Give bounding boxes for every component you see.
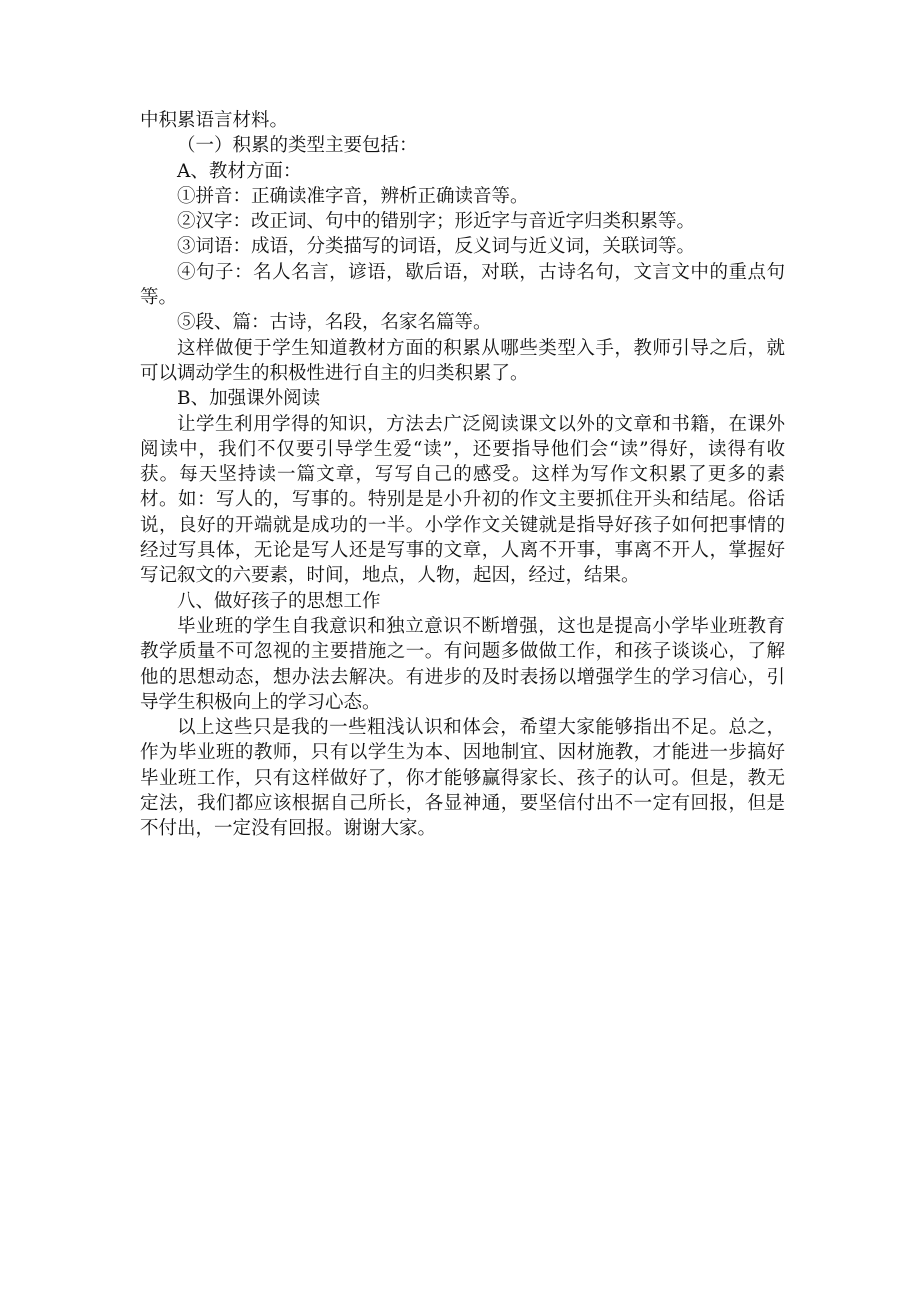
- subheading-extracurricular-reading: B、加强课外阅读: [177, 388, 321, 410]
- subheading-textbook: A、教材方面：: [177, 160, 302, 182]
- list-item-passages: ⑤段、篇：古诗，名段，名家名篇等。: [177, 312, 492, 334]
- list-item-sentences: ④句子：名人名言，谚语，歇后语，对联，古诗名句，文言文中的重点句等。: [140, 261, 785, 309]
- paragraph-extracurricular-reading: 让学生利用学得的知识，方法去广泛阅读课文以外的文章和书籍，在课外阅读中，我们不仅要引导学生爱“读”，还要指导他们会“读”得好，读得有收获。每天坚持读一篇文章，写写自己的感受。这样为写作文积累了更多的素材。如：写人的，写事的。特别是是小升初的作文主要抓住开头和结尾。俗话说，良好的开端就是成功的一半。小学作文关键就是指导好孩子如何把事情的经过写具体，无论是写人还是写事的文章，人离不开事，事离不开人，掌握好写记叙文的六要素，时间，地点，人物，起因，经过，结果。: [140, 413, 785, 587]
- section-heading-accumulation-types: （一）积累的类型主要包括：: [177, 135, 418, 157]
- document-body: [140, 108, 785, 842]
- list-item-pinyin: ①拼音：正确读准字音，辨析正确读音等。: [177, 185, 529, 207]
- paragraph-continuation: 中积累语言材料。: [140, 110, 289, 131]
- paragraph-conclusion: 以上这些只是我的一些粗浅认识和体会，希望大家能够指出不足。总之，作为毕业班的教师，只有以学生为本、因地制宜、因材施教，才能进一步搞好毕业班工作，只有这样做好了，你才能够赢得家长、孩子的认可。但是，教无定法，我们都应该根据自己所长，各显神通，要坚信付出不一定有回报，但是不付出，一定没有回报。谢谢大家。: [140, 717, 785, 840]
- list-item-characters: ②汉字：改正词、句中的错别字；形近字与音近字归类积累等。: [177, 211, 696, 233]
- paragraph-textbook-summary: 这样做便于学生知道教材方面的积累从哪些类型入手，教师引导之后，就可以调动学生的积极性进行自主的归类积累了。: [140, 337, 785, 384]
- list-item-words: ③词语：成语，分类描写的词语，反义词与近义词，关联词等。: [177, 236, 696, 258]
- section-heading-ideological-work: 八、做好孩子的思想工作: [177, 590, 381, 612]
- paragraph-ideological-work: 毕业班的学生自我意识和独立意识不断增强，这也是提高小学毕业班教育教学质量不可忽视的主要措施之一。有问题多做做工作，和孩子谈谈心，了解他的思想动态，想办法去解决。有进步的及时表扬以增强学生的学习信心，引导学生积极向上的学习心态。: [140, 615, 785, 713]
